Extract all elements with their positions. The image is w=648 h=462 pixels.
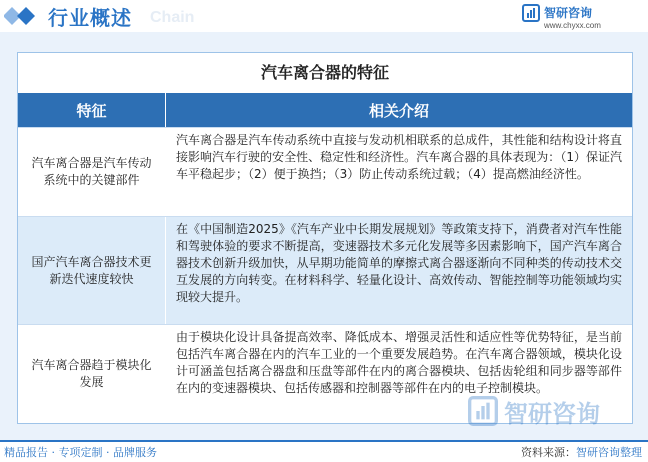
source-label: 资料来源： bbox=[521, 446, 576, 459]
source-name: 智研咨询整理 bbox=[576, 446, 642, 459]
brand-logo-block bbox=[522, 2, 642, 34]
description-cell: 在《中国制造2025》《汽车产业中长期发展规划》等政策支持下，消费者对汽车性能和驾驶体验的要求不断提高，变速器技术多元化发展等多因素影响下，国产汽车离合器技术创新升级加快，从早期功能简单的摩擦式离合器逐渐向不同种类的传动技术交互发展的方向转变。在材料科学、轻量化设计、高效传动、智能控制等功能领域均实现较大提升。 bbox=[176, 222, 622, 304]
column-header-feature: 特征 bbox=[18, 93, 166, 127]
brand-watermark bbox=[468, 392, 638, 428]
page-footer bbox=[0, 440, 648, 462]
table-header-row bbox=[18, 93, 632, 127]
ghost-watermark-text: Chain bbox=[150, 9, 195, 26]
feature-cell: 汽车离合器是汽车传动系统中的关键部件 bbox=[18, 128, 166, 216]
feature-cell: 汽车离合器趋于模块化发展 bbox=[18, 325, 166, 423]
brand-logo-icon bbox=[522, 4, 540, 22]
brand-url: www.chyxx.com bbox=[544, 21, 601, 30]
watermark-text: 智研咨询 bbox=[504, 400, 600, 428]
table-row bbox=[18, 216, 632, 324]
footer-divider bbox=[0, 440, 648, 442]
page-header bbox=[0, 0, 648, 32]
description-cell: 由于模块化设计具备提高效率、降低成本、增强灵活性和适应性等优势特征，是当前包括汽车离合器在内的汽车工业的一个重要发展趋势。在汽车离合器领域，模块化设计可涵盖包括离合器盘和压盘等部件在内的离合器模块、包括齿轮组和同步器等部件在内的变速器模块、包括传感器和控制器等部件在内的电子控制模块。 bbox=[176, 330, 622, 395]
section-title: 行业概述 bbox=[48, 6, 132, 30]
brand-name: 智研咨询 bbox=[544, 6, 593, 20]
feature-cell: 国产汽车离合器技术更新迭代速度较快 bbox=[18, 217, 166, 324]
diamond-decoration-icon bbox=[4, 5, 44, 27]
footer-tagline: 精品报告 · 专项定制 · 品牌服务 bbox=[4, 446, 157, 459]
watermark-logo-icon bbox=[468, 396, 498, 426]
table-row bbox=[18, 127, 632, 216]
description-cell: 汽车离合器是汽车传动系统中直接与发动机相联系的总成件，其性能和结构设计将直接影响汽车行驶的安全性、稳定性和经济性。汽车离合器的具体表现为：（1）保证汽车平稳起步；（2）便于换挡；（3）防止传动系统过载；（4）提高燃油经济性。 bbox=[176, 133, 622, 181]
table-title: 汽车离合器的特征 bbox=[18, 53, 632, 93]
column-header-description: 相关介绍 bbox=[368, 101, 429, 120]
features-table bbox=[17, 52, 633, 424]
footer-source bbox=[521, 444, 642, 460]
